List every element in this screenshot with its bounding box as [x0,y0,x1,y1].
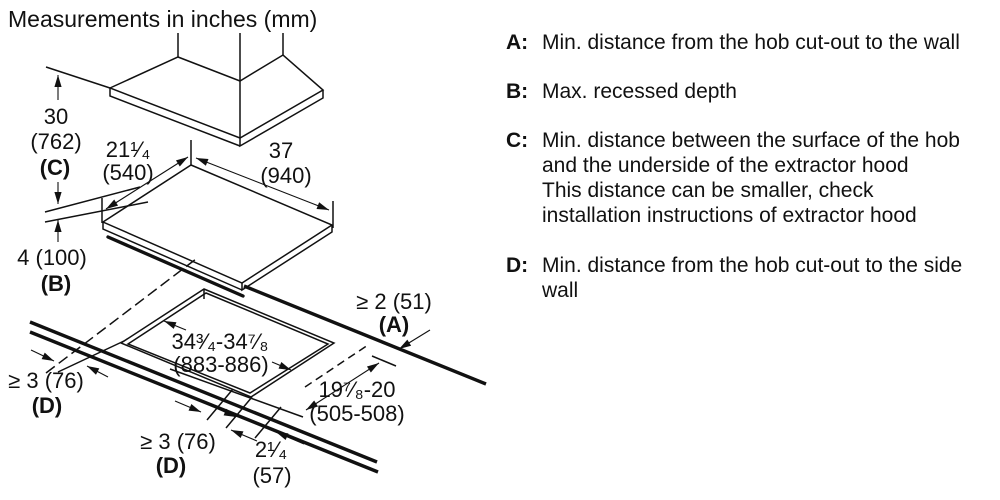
back-extension-line [372,356,396,366]
legend-paragraph: Max. recessed depth [542,80,737,103]
dim-value-mm: (883-886) [173,352,269,377]
dim-value-mm: (57) [252,463,292,488]
dim-value: 34³⁄₄-34⁷⁄₈ [171,329,269,354]
dimension-side-gap-front [140,389,257,478]
legend-key-d: D: [506,254,529,277]
dimension-hob-width [196,138,333,228]
dim-key-d2: (D) [155,453,187,478]
legend-paragraph: This distance can be smaller, check installation instructions of extractor hood [542,179,917,227]
dim-value: 37 [268,138,294,163]
dim-key-b: (B) [40,271,72,296]
dimension-wall-gap [356,289,432,349]
dim-value: 4 (100) [17,245,87,270]
dimension-front-overhang [207,404,304,488]
hob-thickness [103,222,332,290]
dim-key-d: (D) [31,393,63,418]
dim-key-c: (C) [39,155,71,180]
dimension-recess-depth [17,187,148,296]
legend-key-b: B: [506,80,529,103]
arrow-in-left [175,401,201,412]
legend-item-c [506,128,984,228]
legend-paragraph: Min. distance between the surface of the hob and the underside of the extractor hood [542,129,960,177]
dimension-cutout-width [164,321,291,377]
dim-value: 19⁷⁄₈-20 [318,377,396,402]
dim-value-mm: (540) [102,160,154,185]
legend-item-b [506,79,984,104]
dim-value: ≥ 2 (51) [356,289,432,314]
legend-text-b [542,79,972,104]
legend-text-c [542,128,972,228]
dim-value-mm: (940) [260,163,312,188]
arrow-in-left [31,350,54,361]
hood-canopy-outline [110,55,323,138]
legend-text-d [542,253,972,303]
legend-paragraph: Min. distance from the hob cut-out to the side wall [542,254,963,302]
arrow-right [272,362,291,370]
legend-text-a [542,30,972,55]
dim-value: ≥ 3 (76) [8,368,84,393]
arrow-in-right [231,430,257,441]
legend-key-c: C: [506,129,529,152]
hob-edge-shadow [108,237,243,296]
diagram-title: Measurements in inches (mm) [8,6,318,32]
dim-value: 21¹⁄₄ [105,137,151,162]
dimension-hob-depth [102,137,191,223]
dim-value: 2¹⁄₄ [254,437,288,462]
dimension-hood-clearance [30,67,110,204]
extractor-hood-drawing [110,33,323,146]
dim-value-mm: (762) [30,129,82,154]
extension-line [46,67,110,88]
arrow-in-right [87,366,108,377]
legend [506,30,984,327]
dim-value-mm: (505-508) [309,401,405,426]
legend-item-d [506,253,984,303]
dim-value: 30 [43,104,69,129]
dim-key-a: (A) [378,312,410,337]
legend-item-a [506,30,984,55]
legend-key-a: A: [506,31,529,54]
dim-value: ≥ 3 (76) [140,429,216,454]
legend-paragraph: Min. distance from the hob cut-out to the wall [542,31,960,54]
hood-chimney-lines [178,33,283,81]
